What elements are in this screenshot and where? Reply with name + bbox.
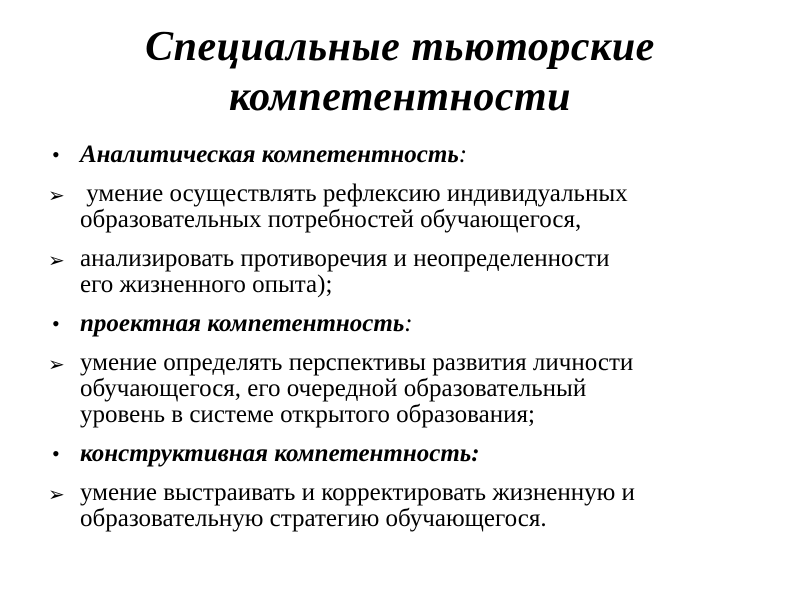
arrow-bullet-icon: ➢	[48, 352, 65, 376]
list-item-text-line: умение определять перспективы развития личности	[80, 349, 634, 376]
arrow-bullet-icon: ➢	[48, 482, 65, 506]
list-item-text-line: образовательную стратегию обучающегося.	[80, 505, 547, 532]
arrow-bullet-icon: ➢	[48, 183, 65, 207]
list-item-analytical-reflection	[48, 181, 788, 233]
list-item-text-line: умение осуществлять рефлексию индивидуальных	[80, 180, 628, 207]
list-item-text-line: образовательных потребностей обучающегося,	[80, 206, 582, 233]
list-item-text-line: его жизненного опыта);	[80, 271, 333, 298]
heading-analytical: Аналитическая компетентность	[80, 141, 459, 168]
list-item-project-perspectives	[48, 350, 788, 428]
bullet-dot-icon: •	[52, 311, 60, 336]
list-item-text-line: уровень в системе открытого образования;	[80, 401, 535, 428]
heading-constructive: конструктивная компетентность:	[80, 440, 480, 467]
bullet-dot-icon: •	[52, 142, 60, 167]
heading-colon: :	[458, 141, 468, 168]
list-item-constructive-heading	[48, 441, 788, 467]
list-item-text-line: анализировать противоречия и неопределенности	[80, 245, 610, 272]
competence-list	[48, 142, 788, 545]
heading-colon: :	[404, 310, 413, 337]
list-item-analytical-heading	[48, 142, 788, 168]
list-item-analytical-contradictions	[48, 246, 788, 298]
bullet-dot-icon: •	[52, 441, 60, 466]
slide-title-line-1: Специальные тьюторские	[145, 24, 655, 70]
arrow-bullet-icon: ➢	[48, 248, 65, 272]
slide-title	[0, 22, 800, 122]
list-item-text-line: обучающегося, его очередной образовательный	[80, 375, 587, 402]
list-item-constructive-strategy	[48, 480, 788, 532]
heading-project: проектная компетентность	[80, 310, 405, 337]
list-item-text-line: умение выстраивать и корректировать жизненную и	[80, 479, 635, 506]
slide-title-line-2: компетентности	[228, 74, 572, 120]
list-item-project-heading	[48, 311, 788, 337]
